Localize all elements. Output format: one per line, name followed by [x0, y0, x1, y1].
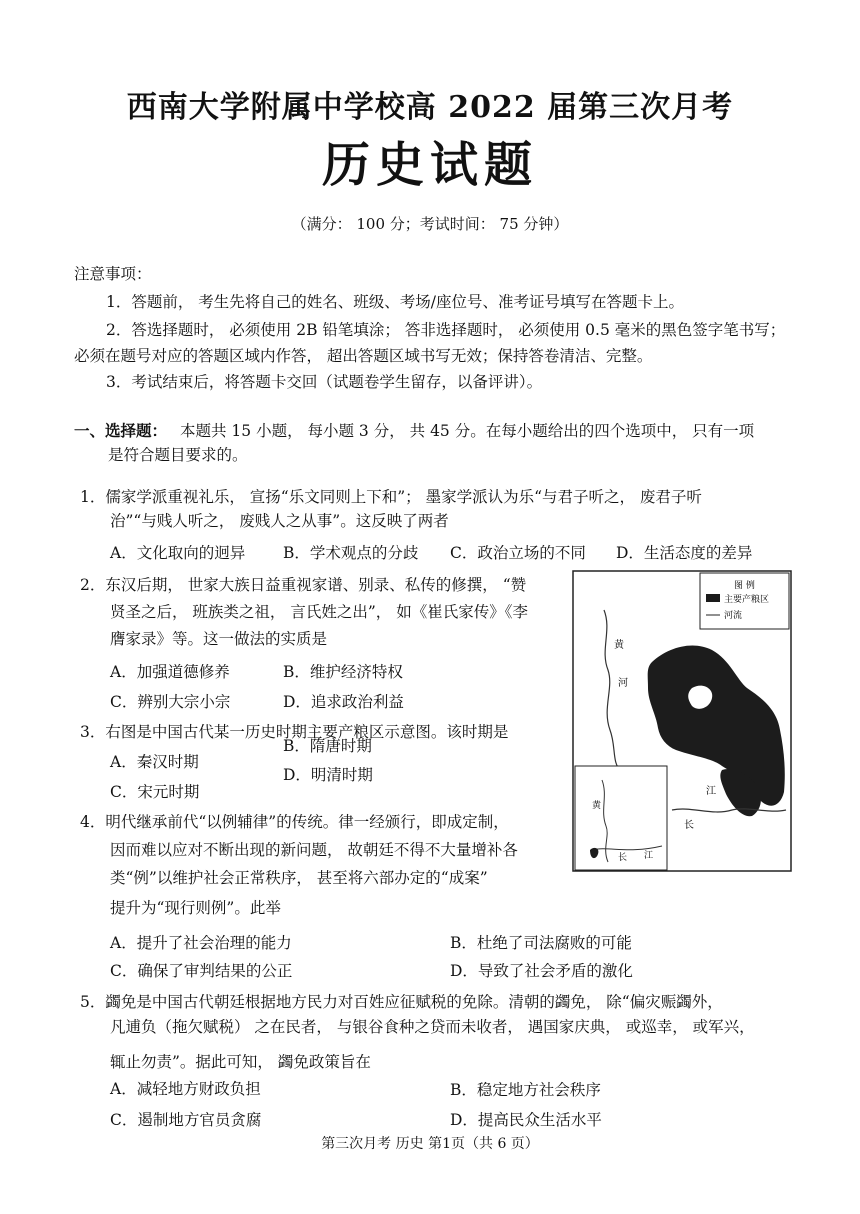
q4-option-d[interactable]: D．导致了社会矛盾的激化: [450, 962, 633, 980]
q2-option-c[interactable]: C．辨别大宗小宗: [110, 693, 231, 711]
q1-stem-line-2: 治”“与贱人听之， 废贱人之从事”。这反映了两者: [110, 512, 449, 530]
q2-stem-line-1: 2．东汉后期， 世家大族日益重视家谱、别录、私传的修撰， “赞: [80, 576, 527, 594]
q5-option-d[interactable]: D．提高民众生活水平: [450, 1111, 602, 1129]
q5-stem-line-1: 5．蠲免是中国古代朝廷根据地方民力对百姓应征赋税的免除。清朝的蠲免， 除“偏灾赈蠲外，: [80, 993, 723, 1011]
label-chang: 长: [684, 820, 694, 831]
q3-option-c[interactable]: C．宋元时期: [110, 783, 200, 801]
q4-option-a[interactable]: A．提升了社会治理的能力: [110, 934, 292, 952]
q4-stem-line-2: 因而难以应对不断出现的新问题， 故朝廷不得不大量增补各: [110, 841, 518, 859]
section-line-2: 是符合题目要求的。: [108, 446, 248, 464]
q5-stem-line-3: 辄止勿责”。据此可知， 蠲免政策旨在: [110, 1053, 371, 1071]
q1-option-b[interactable]: B．学术观点的分歧: [283, 544, 419, 562]
q2-stem-line-2: 贤圣之后， 班族类之祖， 言氏姓之出”， 如《崔氏家传》《李: [110, 603, 528, 621]
label-he: 河: [618, 678, 628, 689]
q5-option-b[interactable]: B．稳定地方社会秩序: [450, 1081, 601, 1099]
q2-option-d[interactable]: D．追求政治利益: [283, 693, 404, 711]
school-title: 西南大学附属中学校高 2022 届第三次月考: [126, 90, 734, 125]
section-line-1: 本题共 15 小题， 每小题 3 分， 共 45 分。在每小题给出的四个选项中， 只有一项: [180, 422, 755, 440]
q3-option-a[interactable]: A．秦汉时期: [110, 753, 199, 771]
notice-heading: 注意事项：: [74, 265, 152, 283]
q2-stem-line-3: 膺家录》等。这一做法的实质是: [110, 630, 328, 648]
inset-label-jiang: 江: [644, 851, 654, 861]
legend-area-label: 主要产粮区: [724, 595, 770, 605]
q4-option-b[interactable]: B．杜绝了司法腐败的可能: [450, 934, 632, 952]
legend-area-swatch: [706, 594, 720, 602]
inset-label-huang: 黄: [592, 801, 602, 811]
score-info: （满分： 100 分；考试时间： 75 分钟）: [291, 215, 569, 233]
q5-stem-line-2: 凡逋负（拖欠赋税） 之在民者， 与银谷食种之贷而未收者， 遇国家庆典， 或巡幸， 或军兴，: [110, 1018, 755, 1036]
notice-item-2-cont: 必须在题号对应的答题区域内作答， 超出答题区域书写无效；保持答卷清洁、完整。: [74, 347, 653, 365]
legend-title: 图 例: [734, 581, 755, 591]
q4-stem-line-3: 类“例”以维护社会正常秩序， 甚至将六部办定的“成案”: [110, 869, 488, 887]
q3-stem: 3．右图是中国古代某一历史时期主要产粮区示意图。该时期是: [80, 723, 509, 741]
notice-item-2: 2．答选择题时， 必须使用 2B 铅笔填涂； 答非选择题时， 必须使用 0.5 毫米的黑色签字笔书写；: [106, 321, 786, 339]
q2-option-a[interactable]: A．加强道德修养: [110, 663, 230, 681]
subject-title: 历史试题: [321, 137, 538, 193]
label-jiang: 江: [706, 786, 716, 797]
q1-option-c[interactable]: C．政治立场的不同: [450, 544, 586, 562]
label-huang: 黄: [614, 640, 624, 651]
q5-option-c[interactable]: C．遏制地方官员贪腐: [110, 1111, 262, 1129]
q3-option-d[interactable]: D．明清时期: [283, 766, 373, 784]
q5-option-a[interactable]: A．减轻地方财政负担: [110, 1080, 261, 1098]
q4-stem-line-4: 提升为“现行则例”。此举: [110, 899, 281, 917]
notice-item-1: 1．答题前， 考生先将自己的姓名、班级、考场/座位号、准考证号填写在答题卡上。: [106, 293, 685, 311]
q4-stem-line-1: 4．明代继承前代“以例辅律”的传统。律一经颁行，即成定制，: [80, 813, 509, 831]
page-footer: 第三次月考 历史 第1页（共 6 页）: [321, 1136, 539, 1152]
q2-option-b[interactable]: B．维护经济特权: [283, 663, 403, 681]
q3-option-b[interactable]: B．隋唐时期: [283, 737, 372, 755]
q1-option-d[interactable]: D．生活态度的差异: [616, 544, 753, 562]
grain-area-map: [572, 570, 792, 872]
q1-option-a[interactable]: A．文化取向的迥异: [110, 544, 246, 562]
q4-option-c[interactable]: C．确保了审判结果的公正: [110, 962, 293, 980]
notice-item-3: 3．考试结束后，将答题卡交回（试题卷学生留存，以备评讲）。: [106, 373, 543, 391]
legend-river-label: 河流: [724, 611, 743, 621]
inset-label-chang: 长: [618, 853, 628, 863]
section-label: 一、选择题：: [74, 421, 168, 440]
q1-stem-line-1: 1．儒家学派重视礼乐， 宣扬“乐文同则上下和”； 墨家学派认为乐“与君子听之， 废君子听: [80, 488, 702, 506]
